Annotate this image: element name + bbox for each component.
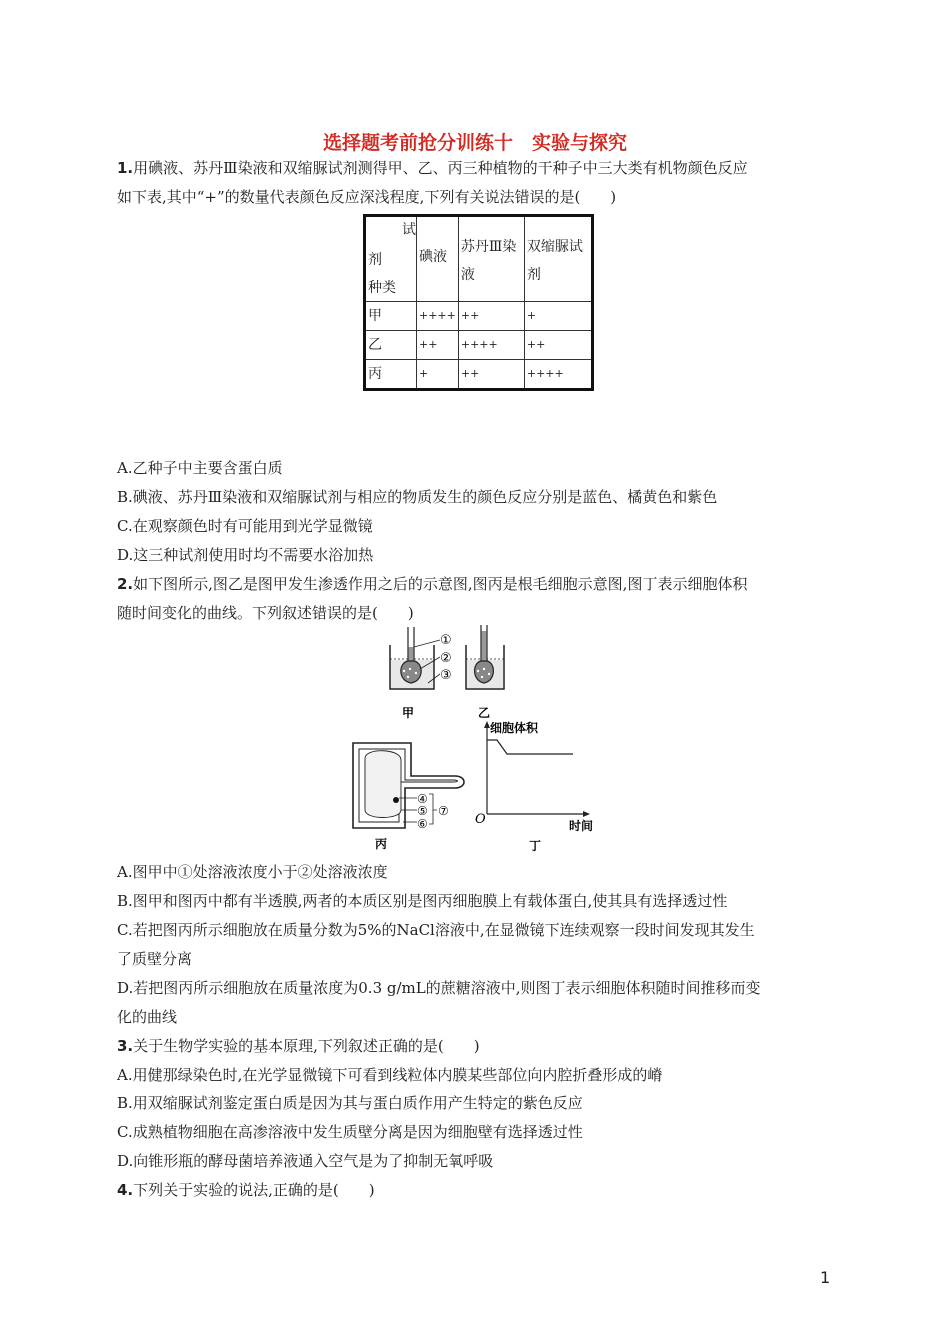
q3-stem [117, 1036, 480, 1056]
mark-2: ② [440, 651, 452, 666]
q3-stem-text: 关于生物学实验的基本原理,下列叙述正确的是( ) [133, 1037, 480, 1055]
mark-4: ④ [417, 792, 428, 806]
label-ding: 丁 [529, 839, 542, 853]
q1-option-b: B.碘液、苏丹Ⅲ染液和双缩脲试剂与相应的物质发生的颜色反应分别是蓝色、橘黄色和紫色 [117, 488, 718, 506]
mark-7: ⑦ [438, 804, 449, 818]
q1-option-a: A.乙种子中主要含蛋白质 [117, 459, 283, 477]
page-number: 1 [820, 1268, 831, 1287]
q1-table [363, 214, 594, 391]
label-jia: 甲 [402, 706, 415, 720]
q2-option-a: A.图甲中①处溶液浓度小于②处溶液浓度 [117, 863, 388, 881]
mark-1: ① [440, 633, 452, 648]
q1-option-c: C.在观察颜色时有可能用到光学显微镜 [117, 517, 373, 535]
table-cell: + [524, 302, 592, 331]
table-cell: ++++ [417, 302, 459, 331]
table-cell: + [417, 360, 459, 390]
table-cell-name: 甲 [365, 302, 417, 331]
table-row [365, 302, 593, 331]
table-cell: ++ [458, 302, 524, 331]
corner-mid: 剂 [368, 252, 382, 268]
table-header: 碘液 [417, 216, 459, 302]
label-yi: 乙 [478, 706, 491, 720]
table-header-row [365, 216, 593, 302]
table-corner-cell [365, 216, 417, 302]
q2-option-c-cont: 了质壁分离 [117, 950, 193, 968]
table-cell-name: 丙 [365, 360, 417, 390]
q2-option-b: B.图甲和图丙中都有半透膜,两者的本质区别是图丙细胞膜上有载体蛋白,使其具有选择透过性 [117, 892, 728, 910]
q2-stem-line1 [117, 574, 747, 594]
table-header: 双缩脲试剂 [524, 216, 592, 302]
q4-stem-text: 下列关于实验的说法,正确的是( ) [133, 1181, 375, 1199]
q4-number: 4. [117, 1181, 134, 1199]
mark-6: ⑥ [417, 817, 428, 831]
table-cell: ++++ [524, 360, 592, 390]
table-cell: ++ [417, 331, 459, 360]
corner-top: 试 [402, 222, 416, 238]
q2-stem-text1: 如下图所示,图乙是图甲发生渗透作用之后的示意图,图丙是根毛细胞示意图,图丁表示细胞体积 [133, 575, 748, 593]
cell-graph-figure [345, 718, 605, 856]
q2-option-c: C.若把图丙所示细胞放在质量分数为5%的NaCl溶液中,在显微镜下连续观察一段时间发现其发生 [117, 921, 755, 939]
table-header: 苏丹Ⅲ染液 [458, 216, 524, 302]
beaker-yi [466, 625, 504, 689]
table-cell: ++ [524, 331, 592, 360]
corner-bot: 种类 [368, 280, 396, 296]
q3-option-b: B.用双缩脲试剂鉴定蛋白质是因为其与蛋白质作用产生特定的紫色反应 [117, 1094, 583, 1112]
q2-number: 2. [117, 575, 134, 593]
q3-option-d: D.向锥形瓶的酵母菌培养液通入空气是为了抑制无氧呼吸 [117, 1152, 494, 1170]
q2-option-d: D.若把图丙所示细胞放在质量浓度为0.3 g/mL的蔗糖溶液中,则图丁表示细胞体积随时间推移而变 [117, 979, 761, 997]
mark-3: ③ [440, 668, 452, 683]
q4-stem [117, 1180, 375, 1200]
q3-number: 3. [117, 1037, 134, 1055]
table-row [365, 360, 593, 390]
q2-stem-line2: 随时间变化的曲线。下列叙述错误的是( ) [117, 604, 414, 622]
q1-number: 1. [117, 159, 134, 177]
q3-option-a: A.用健那绿染色时,在光学显微镜下可看到线粒体内膜某些部位向内腔折叠形成的嵴 [117, 1066, 663, 1084]
table-cell: ++++ [458, 331, 524, 360]
q1-stem-text1: 用碘液、苏丹Ⅲ染液和双缩脲试剂测得甲、乙、丙三种植物的干种子中三大类有机物颜色反应 [133, 159, 748, 177]
beaker-jia [390, 627, 440, 689]
q2-option-d-cont: 化的曲线 [117, 1008, 178, 1026]
y-axis-label: 细胞体积 [490, 721, 539, 735]
page-title: 选择题考前抢分训练十 实验与探究 [322, 132, 627, 154]
q1-stem-line2: 如下表,其中“+”的数量代表颜色反应深浅程度,下列有关说法错误的是( ) [117, 188, 617, 206]
osmosis-figure [380, 625, 610, 725]
volume-time-graph [484, 721, 590, 817]
origin-label: O [475, 812, 486, 827]
label-bing: 丙 [375, 837, 388, 851]
q1-option-d: D.这三种试剂使用时均不需要水浴加热 [117, 546, 374, 564]
mark-5: ⑤ [417, 804, 428, 818]
q1-stem-line1 [117, 158, 748, 178]
q3-option-c: C.成熟植物细胞在高渗溶液中发生质壁分离是因为细胞壁有选择透过性 [117, 1123, 583, 1141]
table-row [365, 331, 593, 360]
table-cell-name: 乙 [365, 331, 417, 360]
x-axis-label: 时间 [569, 819, 594, 833]
table-cell: ++ [458, 360, 524, 390]
